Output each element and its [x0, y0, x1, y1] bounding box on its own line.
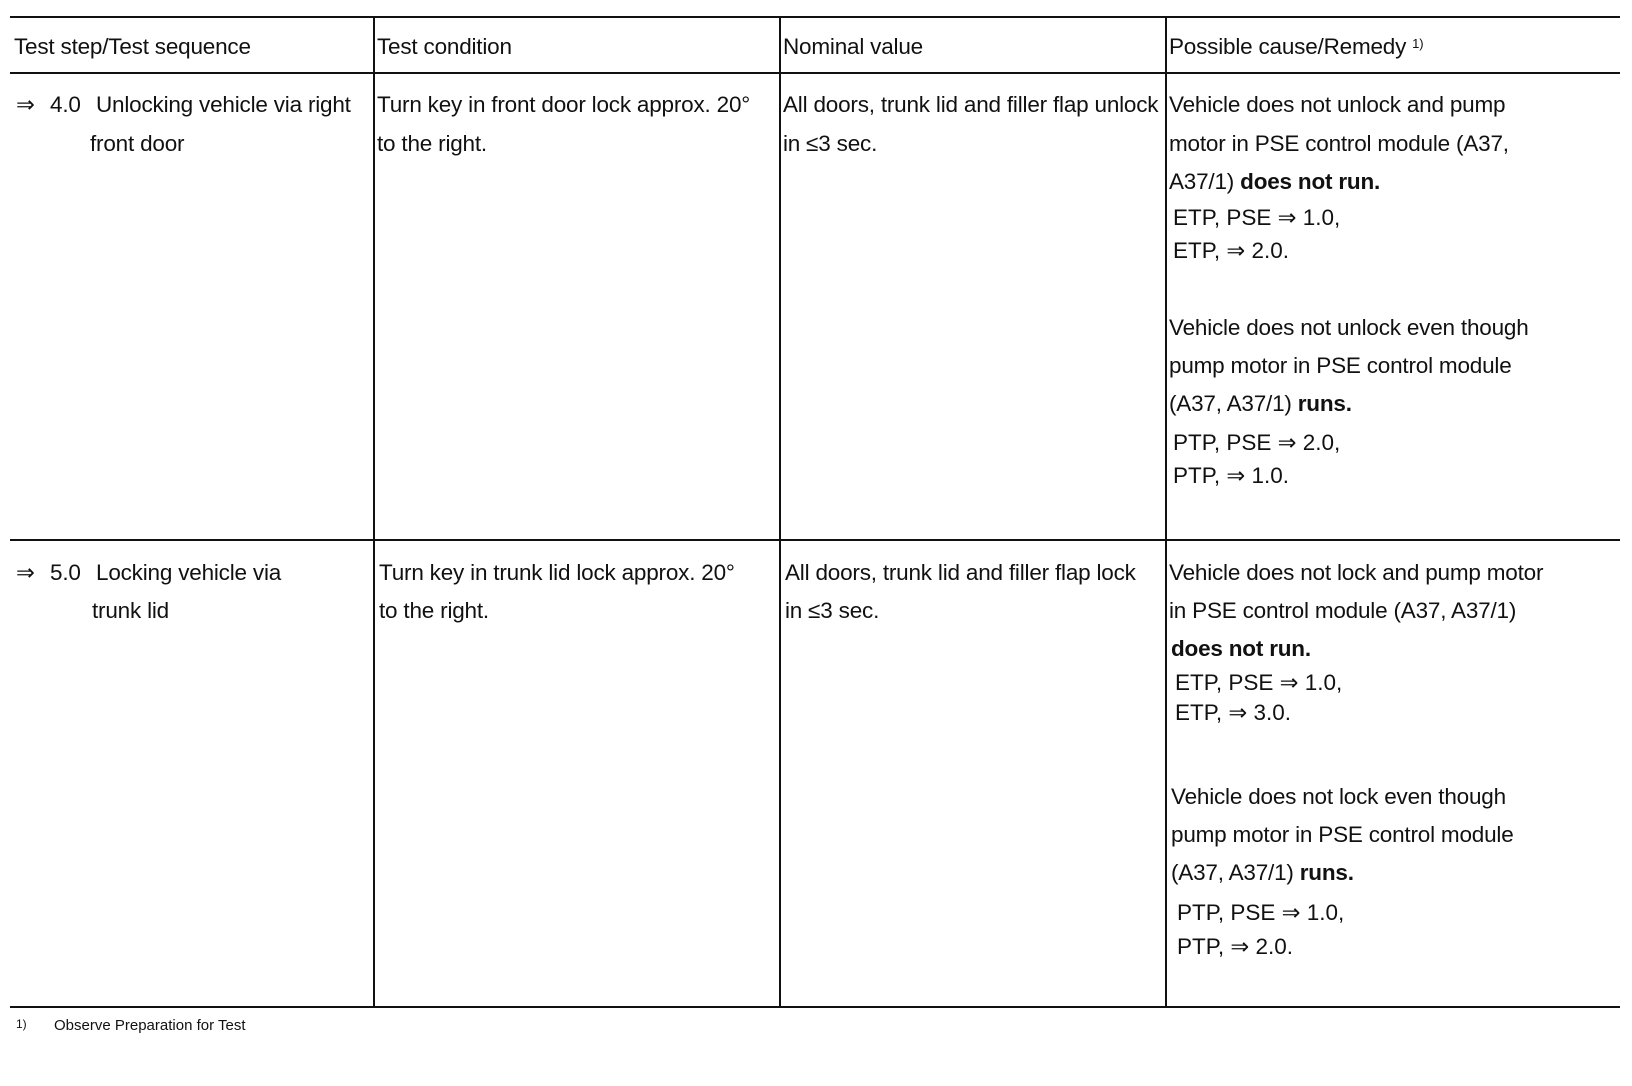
header-bottom-rule [10, 72, 1620, 74]
row-5-condition-line2: to the right. [379, 598, 489, 623]
row-4-step-line2: front door [90, 131, 185, 156]
row-4-cause2-line3: (A37, A37/1) runs. [1169, 391, 1352, 416]
footnote-ref: 1) [1412, 36, 1424, 51]
row-4-step: ⇒ 4.0 Unlocking vehicle via right [16, 85, 351, 124]
row-5-cause2-line2: pump motor in PSE control module [1171, 822, 1514, 847]
row-4-cause1-line3: A37/1) does not run. [1169, 169, 1381, 194]
row-5-nominal-line2: in ≤3 sec. [785, 598, 880, 623]
row-4-condition-line2: to the right. [377, 131, 487, 156]
column-divider-3 [1165, 16, 1167, 1008]
row-5-cause1-line3: does not run. [1171, 636, 1311, 661]
header-test-step: Test step/Test sequence [14, 34, 251, 59]
step-number: 5.0 [50, 560, 81, 585]
row-5-cause2-remedy1: PTP, PSE ⇒ 1.0, [1177, 900, 1345, 925]
row-5-nominal-line1: All doors, trunk lid and filler flap lock [785, 560, 1136, 585]
footnote-text: Observe Preparation for Test [54, 1017, 246, 1034]
row-4-cause1-line2: motor in PSE control module (A37, [1169, 131, 1509, 156]
arrow-icon: ⇒ [16, 92, 35, 117]
row-5-cause2-remedy2: PTP, ⇒ 2.0. [1177, 934, 1293, 959]
row-5-cause1-remedy2: ETP, ⇒ 3.0. [1175, 700, 1291, 725]
row-4-cause1-remedy2: ETP, ⇒ 2.0. [1173, 238, 1289, 263]
row-4-cause2-line2: pump motor in PSE control module [1169, 353, 1512, 378]
step-number: 4.0 [50, 92, 81, 117]
row-4-condition-line1: Turn key in front door lock approx. 20° [377, 92, 751, 117]
footnote-mark: 1) [16, 1017, 27, 1031]
row-4-cause2-line1: Vehicle does not unlock even though [1169, 315, 1529, 340]
table-bottom-rule [10, 1006, 1620, 1008]
row-4-nominal-line1: All doors, trunk lid and filler flap unlock [783, 92, 1159, 117]
row-5-cause1-line2: in PSE control module (A37, A37/1) [1169, 598, 1517, 623]
header-test-condition: Test condition [377, 34, 512, 59]
row-5-cause1-line1: Vehicle does not lock and pump motor [1169, 560, 1544, 585]
row-4-cause2-remedy2: PTP, ⇒ 1.0. [1173, 463, 1289, 488]
row-4-cause1-remedy1: ETP, PSE ⇒ 1.0, [1173, 205, 1341, 230]
row-4-cause1-line1: Vehicle does not unlock and pump [1169, 92, 1506, 117]
header-possible-cause: Possible cause/Remedy $^{1)}$ [1169, 34, 1424, 59]
row-divider-rule [10, 539, 1620, 541]
column-divider-2 [779, 16, 781, 1008]
row-5-step-line2: trunk lid [92, 598, 169, 623]
row-5-cause1-remedy1: ETP, PSE ⇒ 1.0, [1175, 670, 1343, 695]
table-top-rule [10, 16, 1620, 18]
row-4-cause2-remedy1: PTP, PSE ⇒ 2.0, [1173, 430, 1341, 455]
row-4-nominal-line2: in ≤3 sec. [783, 131, 878, 156]
row-5-step: ⇒ 5.0 Locking vehicle via [16, 553, 281, 592]
row-5-condition-line1: Turn key in trunk lid lock approx. 20° [379, 560, 735, 585]
column-divider-1 [373, 16, 375, 1008]
arrow-icon: ⇒ [16, 560, 35, 585]
header-nominal-value: Nominal value [783, 34, 923, 59]
row-5-cause2-line3: (A37, A37/1) runs. [1171, 860, 1354, 885]
row-5-cause2-line1: Vehicle does not lock even though [1171, 784, 1506, 809]
